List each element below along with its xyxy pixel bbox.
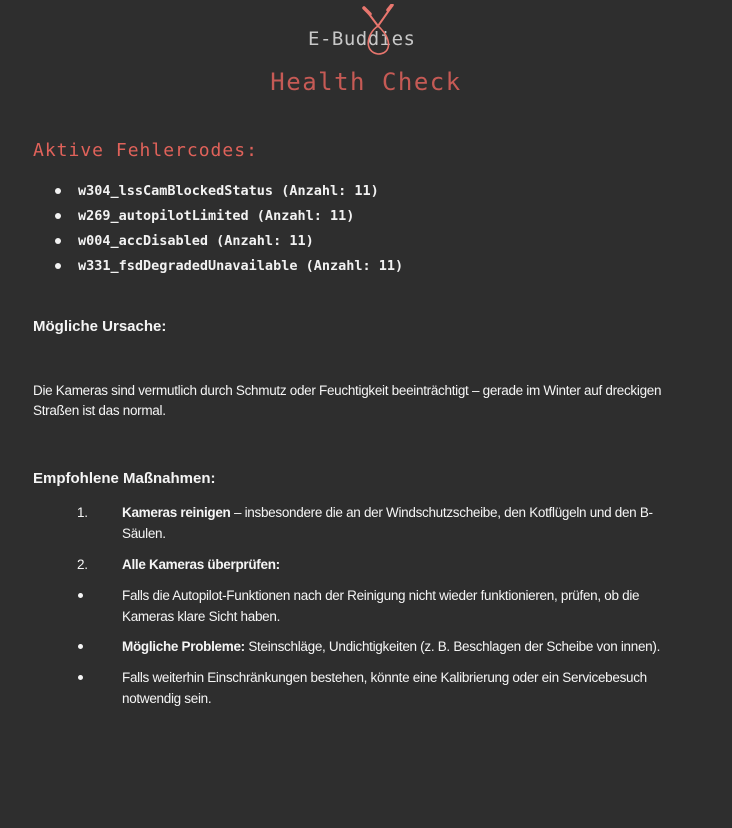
- bullet-icon: [55, 188, 61, 194]
- bullet-icon: [55, 238, 61, 244]
- error-code-item: [52, 253, 403, 278]
- measure-text: – insbesondere die an der Windschutzscheibe, den Kotflügeln und den B-Säulen.: [122, 505, 653, 541]
- bullet-icon: [78, 675, 83, 680]
- measure-text: Falls die Autopilot-Funktionen nach der Reinigung nicht wieder funktionieren, prüfen, ob die Kameras klare Sicht haben.: [122, 588, 640, 624]
- step-number: 2.: [77, 557, 88, 572]
- measure-body: [122, 502, 682, 544]
- error-code-item: [52, 228, 403, 253]
- measure-bold: Alle Kameras überprüfen:: [122, 557, 280, 572]
- error-code-text: w004_accDisabled (Anzahl: 11): [78, 232, 314, 249]
- measure-body: [122, 636, 682, 657]
- measure-body: [122, 554, 682, 575]
- bullet-icon: [78, 644, 83, 649]
- measure-text: Steinschläge, Undichtigkeiten (z. B. Beschlagen der Scheibe von innen).: [244, 639, 661, 654]
- error-codes-list: [52, 178, 403, 278]
- measure-bold: Mögliche Probleme:: [122, 639, 245, 654]
- cause-text: Die Kameras sind vermutlich durch Schmutz oder Feuchtigkeit beeinträchtigt – gerade im Winter auf dreckigen Straßen ist das normal.: [33, 383, 662, 418]
- error-code-text: w269_autopilotLimited (Anzahl: 11): [78, 207, 355, 224]
- step-number: 1.: [77, 505, 88, 520]
- measure-bold: Kameras reinigen: [122, 505, 231, 520]
- error-codes-heading: Aktive Fehlercodes:: [33, 140, 258, 161]
- cause-heading: Mögliche Ursache:: [33, 318, 167, 335]
- error-code-item: [52, 203, 403, 228]
- logo-text: E-Buddies: [308, 28, 416, 50]
- bullet-icon: [78, 593, 83, 598]
- bullet-icon: [55, 263, 61, 269]
- measure-body: [122, 585, 682, 627]
- bullet-icon: [55, 213, 61, 219]
- error-code-text: w304_lssCamBlockedStatus (Anzahl: 11): [78, 182, 379, 199]
- measure-body: [122, 667, 682, 709]
- measures-heading: Empfohlene Maßnahmen:: [33, 470, 216, 487]
- error-code-text: w331_fsdDegradedUnavailable (Anzahl: 11): [78, 257, 404, 274]
- measure-text: Falls weiterhin Einschränkungen bestehen, könnte eine Kalibrierung oder ein Servicebesuch notwendig sein.: [122, 670, 647, 706]
- page-title: Health Check: [270, 68, 462, 96]
- error-code-item: [52, 178, 403, 203]
- ribbon-icon: [358, 4, 398, 56]
- brand-logo: [0, 0, 732, 60]
